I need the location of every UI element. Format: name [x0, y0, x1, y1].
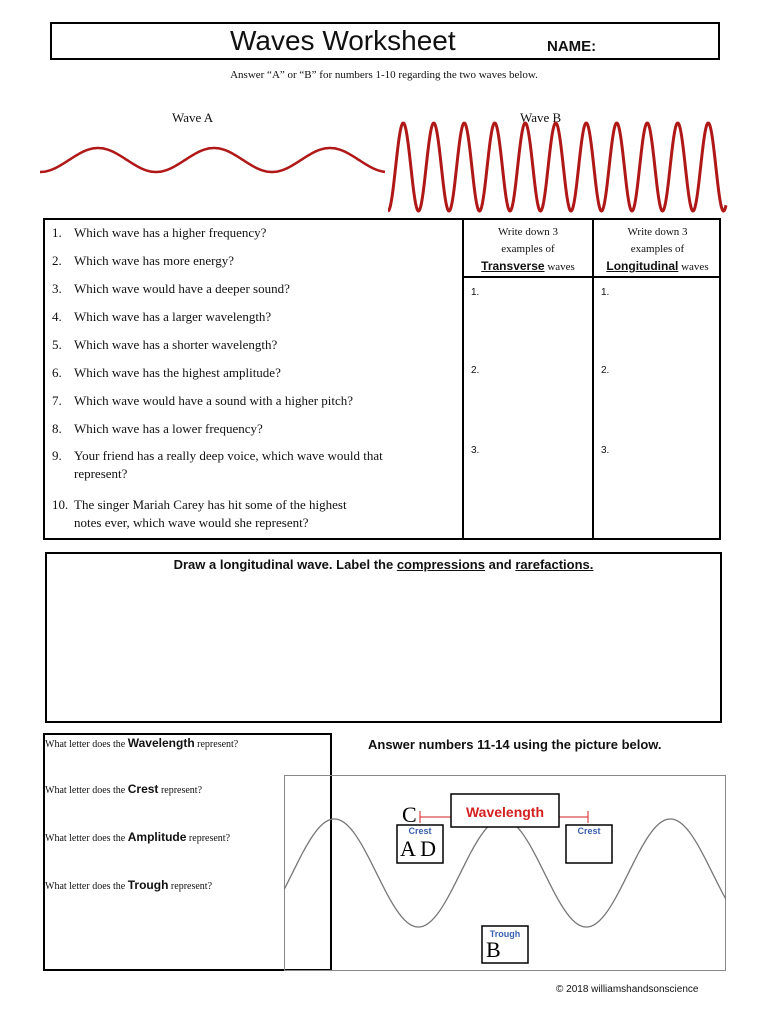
- letter-question: [45, 830, 230, 844]
- question-item: [52, 447, 383, 483]
- question-text-continued: represent?: [74, 466, 128, 481]
- question-text: Which wave has a higher frequency?: [74, 225, 267, 240]
- question-item: [52, 308, 271, 326]
- question-text: Which wave has a shorter wavelength?: [74, 337, 278, 352]
- question-item: [52, 420, 263, 438]
- question-number: 1.: [52, 225, 62, 240]
- question-number: 2.: [52, 253, 62, 268]
- question-text: Which wave has more energy?: [74, 253, 235, 268]
- letter-question-post: represent?: [160, 785, 203, 796]
- transverse-slot-1[interactable]: 1.: [471, 287, 480, 298]
- letter-question-term: Amplitude: [127, 830, 187, 844]
- copyright: © 2018 williamshandsonscience: [556, 984, 699, 995]
- longitudinal-slot-1[interactable]: 1.: [601, 287, 610, 298]
- question-number: 7.: [52, 393, 62, 408]
- question-item: [52, 280, 290, 298]
- question-number: 5.: [52, 337, 62, 352]
- question-item: [52, 392, 353, 410]
- letter-question-term: Trough: [127, 878, 169, 892]
- answer-heading: Answer numbers 11-14 using the picture below.: [368, 737, 662, 752]
- transverse-slot-3[interactable]: 3.: [471, 445, 480, 456]
- letter-question: [45, 782, 202, 796]
- question-item: [52, 364, 281, 382]
- letter-question-pre: What letter does the: [45, 833, 126, 844]
- question-text: Your friend has a really deep voice, which wave would that: [74, 448, 383, 463]
- question-number: 4.: [52, 309, 62, 324]
- question-item: [52, 252, 234, 270]
- question-item: [52, 224, 266, 242]
- letter-question-pre: What letter does the: [45, 785, 126, 796]
- question-text: Which wave has the highest amplitude?: [74, 365, 281, 380]
- letter-question: [45, 736, 238, 750]
- wave-b-label: Wave B: [520, 110, 562, 125]
- page-title: Waves Worksheet: [230, 25, 456, 56]
- letter-question-post: represent?: [170, 881, 213, 892]
- crest-label-right: Crest: [577, 826, 601, 836]
- question-number: 6.: [52, 365, 62, 380]
- longitudinal-task: Draw a longitudinal wave. Label the compressions and rarefactions.: [173, 557, 594, 572]
- name-label: NAME:: [547, 38, 597, 55]
- letter-c: C: [402, 802, 417, 827]
- wave-a-label: Wave A: [172, 110, 214, 125]
- letter-b: B: [486, 937, 501, 962]
- wave-a-graphic: [40, 135, 390, 185]
- question-text: Which wave has a lower frequency?: [74, 421, 263, 436]
- letter-question-post: represent?: [197, 739, 239, 750]
- longitudinal-slot-3[interactable]: 3.: [601, 445, 610, 456]
- question-text: The singer Mariah Carey has hit some of the highest: [74, 497, 347, 512]
- question-text: Which wave would have a sound with a higher pitch?: [74, 393, 354, 408]
- question-number: 10.: [52, 497, 69, 512]
- letter-question-pre: What letter does the: [45, 881, 126, 892]
- letter-question-term: Wavelength: [127, 736, 195, 750]
- table-divider: [462, 276, 721, 278]
- question-number: 8.: [52, 421, 62, 436]
- wavelength-label: Wavelength: [465, 804, 545, 820]
- question-item: [52, 496, 347, 532]
- letter-question-term: Crest: [127, 782, 159, 796]
- transverse-header: Write down 3 examples of Transverse waves: [481, 226, 575, 273]
- letter-question: [45, 878, 212, 892]
- wave-diagram: [284, 775, 726, 971]
- question-item: [52, 336, 277, 354]
- question-number: 9.: [52, 448, 62, 463]
- letter-ad: A D: [400, 836, 437, 861]
- instructions: Answer “A” or “B” for numbers 1-10 regarding the two waves below.: [230, 69, 538, 81]
- wave-b-graphic: [388, 118, 728, 216]
- longitudinal-drawing-box[interactable]: [45, 552, 722, 723]
- question-number: 3.: [52, 281, 62, 296]
- transverse-slot-2[interactable]: 2.: [471, 365, 480, 376]
- longitudinal-header: Write down 3 examples of Longitudinal waves: [606, 226, 709, 273]
- letter-question-post: represent?: [188, 833, 231, 844]
- crest-label-left: Crest: [408, 826, 432, 836]
- longitudinal-slot-2[interactable]: 2.: [601, 365, 610, 376]
- trough-label: Trough: [489, 929, 521, 939]
- question-text-continued: notes ever, which wave would she represent?: [74, 515, 309, 530]
- question-text: Which wave would have a deeper sound?: [74, 281, 290, 296]
- letter-question-pre: What letter does the: [45, 739, 126, 750]
- question-text: Which wave has a larger wavelength?: [74, 309, 272, 324]
